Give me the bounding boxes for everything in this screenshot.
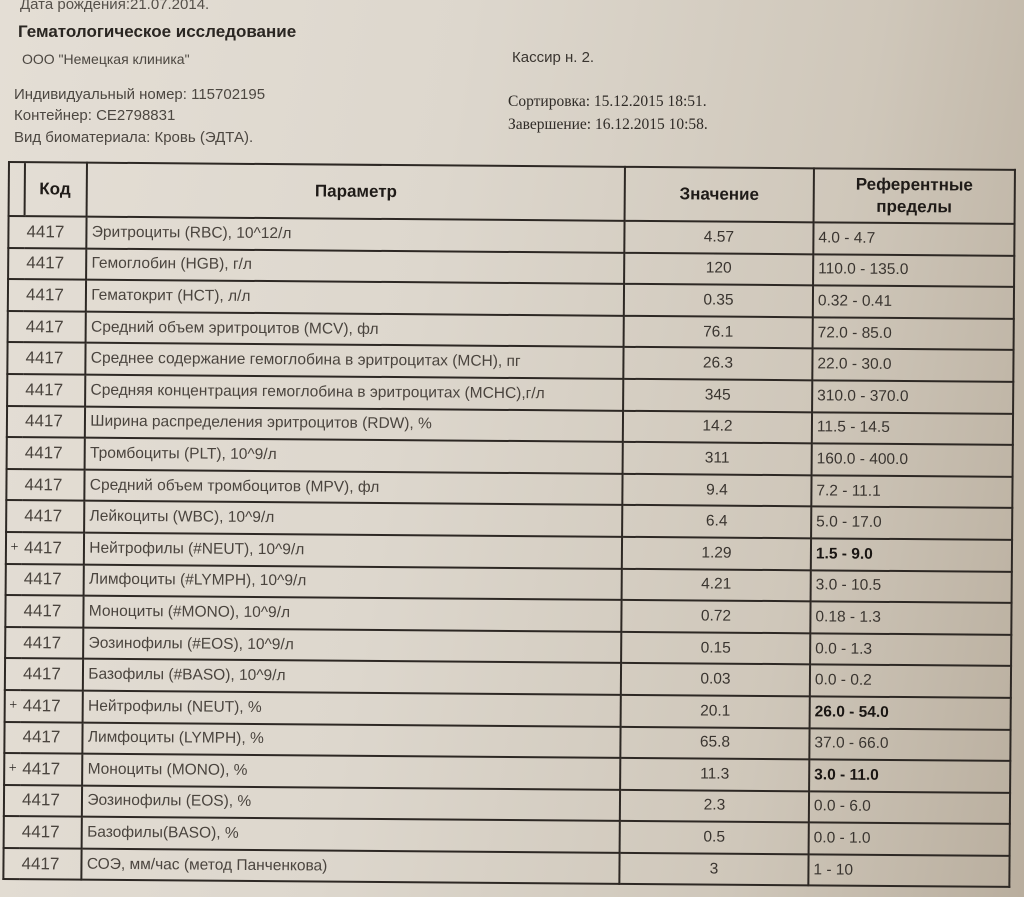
row-parameter: СОЭ, мм/час (метод Панченкова) <box>82 848 620 884</box>
row-flag-mark <box>8 248 24 280</box>
code-column-header: Код <box>25 162 88 216</box>
row-flag-mark <box>5 627 21 659</box>
row-code: 4417 <box>21 627 84 659</box>
row-reference-range: 1.5 - 9.0 <box>811 538 1012 571</box>
row-reference-range: 0.0 - 6.0 <box>809 791 1010 824</box>
row-parameter: Тромбоциты (PLT), 10^9/л <box>85 438 623 474</box>
row-code: 4417 <box>20 816 83 848</box>
cashier: Кассир н. 2. <box>512 49 595 66</box>
row-flag-mark <box>8 216 24 248</box>
value-column-header: Значение <box>625 167 814 222</box>
row-parameter: Эозинофилы (#EOS), 10^9/л <box>83 627 621 663</box>
row-flag-mark <box>4 785 20 817</box>
row-reference-range: 37.0 - 66.0 <box>809 728 1010 761</box>
row-parameter: Нейтрофилы (#NEUT), 10^9/л <box>84 533 622 569</box>
completion-date: Завершение: 16.12.2015 10:58. <box>508 116 708 133</box>
reference-column-header <box>814 168 1015 224</box>
row-flag-mark <box>4 816 20 848</box>
row-flag-mark <box>8 311 24 343</box>
row-code: 4417 <box>24 311 87 343</box>
row-value: 3 <box>619 853 808 886</box>
row-reference-range: 110.0 - 135.0 <box>813 254 1014 287</box>
row-flag-mark <box>5 595 21 627</box>
row-code: 4417 <box>24 279 87 311</box>
row-value: 14.2 <box>623 410 812 443</box>
row-parameter: Лимфоциты (LYMPH), % <box>83 722 621 758</box>
row-reference-range: 22.0 - 30.0 <box>812 349 1013 382</box>
reference-header-line1: Референтные <box>855 174 973 195</box>
row-parameter: Средняя концентрация гемоглобина в эритроцитах (MCHC),г/л <box>85 375 623 411</box>
row-value: 20.1 <box>621 695 810 728</box>
row-parameter: Моноциты (#MONO), 10^9/л <box>84 596 622 632</box>
row-code: 4417 <box>20 785 83 817</box>
row-parameter: Моноциты (MONO), % <box>82 754 620 790</box>
row-value: 0.35 <box>624 284 813 317</box>
row-reference-range: 1 - 10 <box>808 854 1009 887</box>
row-code: 4417 <box>22 500 85 532</box>
row-parameter: Лимфоциты (#LYMPH), 10^9/л <box>84 564 622 600</box>
row-code: 4417 <box>24 248 87 280</box>
row-parameter: Эозинофилы (EOS), % <box>82 785 620 821</box>
row-value: 26.3 <box>623 347 812 380</box>
row-reference-range: 4.0 - 4.7 <box>813 222 1014 255</box>
results-table <box>2 161 1016 888</box>
row-flag-mark <box>6 500 22 532</box>
row-reference-range: 7.2 - 11.1 <box>811 475 1012 508</box>
row-value: 2.3 <box>620 790 809 823</box>
row-code: 4417 <box>21 658 84 690</box>
row-flag-mark <box>6 564 22 596</box>
row-code: 4417 <box>23 406 86 438</box>
row-value: 345 <box>623 379 812 412</box>
row-reference-range: 160.0 - 400.0 <box>812 443 1013 476</box>
row-flag-mark: + <box>6 532 22 564</box>
row-flag-mark <box>7 374 23 406</box>
row-flag-mark <box>7 437 23 469</box>
row-value: 11.3 <box>620 758 809 791</box>
row-reference-range: 0.0 - 1.0 <box>809 823 1010 856</box>
row-parameter: Гематокрит (HCT), л/л <box>86 280 624 316</box>
row-value: 311 <box>623 442 812 475</box>
row-reference-range: 0.0 - 0.2 <box>810 665 1011 698</box>
row-code: 4417 <box>21 690 84 722</box>
row-parameter: Нейтрофилы (NEUT), % <box>83 691 621 727</box>
biomaterial: Вид биоматериала: Кровь (ЭДТА). <box>14 129 254 146</box>
row-code: 4417 <box>23 437 86 469</box>
row-code: 4417 <box>24 216 87 248</box>
row-code: 4417 <box>21 595 84 627</box>
row-parameter: Гемоглобин (HGB), г/л <box>86 248 624 284</box>
row-code: 4417 <box>19 848 82 880</box>
row-reference-range: 72.0 - 85.0 <box>813 317 1014 350</box>
clinic-name: ООО "Немецкая клиника" <box>22 51 190 67</box>
row-reference-range: 0.32 - 0.41 <box>813 286 1014 319</box>
row-code: 4417 <box>20 722 83 754</box>
table-row <box>3 848 1009 887</box>
row-parameter: Ширина распределения эритроцитов (RDW), % <box>85 406 623 442</box>
row-value: 0.72 <box>621 600 810 633</box>
row-code: 4417 <box>23 343 86 375</box>
row-reference-range: 11.5 - 14.5 <box>812 412 1013 445</box>
row-reference-range: 5.0 - 17.0 <box>811 507 1012 540</box>
table-header-row <box>9 162 1015 224</box>
row-value: 0.03 <box>621 663 810 696</box>
row-parameter: Эритроциты (RBC), 10^12/л <box>87 217 625 253</box>
row-value: 65.8 <box>620 726 809 759</box>
individual-number: Индивидуальный номер: 115702195 <box>14 86 266 103</box>
row-reference-range: 310.0 - 370.0 <box>812 380 1013 413</box>
row-flag-mark <box>6 469 22 501</box>
row-value: 1.29 <box>622 537 811 570</box>
sorting-date: Сортировка: 15.12.2015 18:51. <box>508 93 707 110</box>
row-code: 4417 <box>23 374 86 406</box>
row-flag-mark <box>7 342 23 374</box>
row-reference-range: 3.0 - 10.5 <box>811 570 1012 603</box>
row-flag-mark <box>8 279 24 311</box>
row-code: 4417 <box>22 564 85 596</box>
row-parameter: Базофилы(BASO), % <box>82 817 620 853</box>
row-value: 120 <box>624 252 813 285</box>
row-flag-mark: + <box>4 753 20 785</box>
row-value: 4.21 <box>622 568 811 601</box>
row-code: 4417 <box>22 532 85 564</box>
row-parameter: Средний объем тромбоцитов (MPV), фл <box>85 469 623 505</box>
document-title: Гематологическое исследование <box>18 22 297 41</box>
row-parameter: Лейкоциты (WBC), 10^9/л <box>84 501 622 537</box>
row-parameter: Базофилы (#BASO), 10^9/л <box>83 659 621 695</box>
row-value: 4.57 <box>624 221 813 254</box>
row-value: 9.4 <box>622 474 811 507</box>
row-reference-range: 3.0 - 11.0 <box>809 759 1010 792</box>
mark-column-header <box>9 162 26 216</box>
row-flag-mark <box>3 848 19 880</box>
results-body <box>3 216 1014 887</box>
row-code: 4417 <box>20 753 83 785</box>
row-value: 0.5 <box>620 821 809 854</box>
row-flag-mark <box>7 406 23 438</box>
row-flag-mark <box>4 721 20 753</box>
row-parameter: Средний объем эритроцитов (MCV), фл <box>86 311 624 347</box>
birth-date: Дата рождения:21.07.2014. <box>20 0 210 13</box>
row-reference-range: 26.0 - 54.0 <box>810 696 1011 729</box>
row-reference-range: 0.0 - 1.3 <box>810 633 1011 666</box>
parameter-column-header: Параметр <box>87 163 625 221</box>
row-value: 76.1 <box>624 316 813 349</box>
container-id: Контейнер: CE2798831 <box>14 107 176 124</box>
row-reference-range: 0.18 - 1.3 <box>810 601 1011 634</box>
row-flag-mark: + <box>5 690 21 722</box>
row-value: 6.4 <box>622 505 811 538</box>
row-code: 4417 <box>22 469 85 501</box>
row-flag-mark <box>5 658 21 690</box>
row-value: 0.15 <box>621 632 810 665</box>
reference-header-line2: пределы <box>876 196 953 217</box>
row-parameter: Среднее содержание гемоглобина в эритроцитах (MCH), пг <box>86 343 624 379</box>
